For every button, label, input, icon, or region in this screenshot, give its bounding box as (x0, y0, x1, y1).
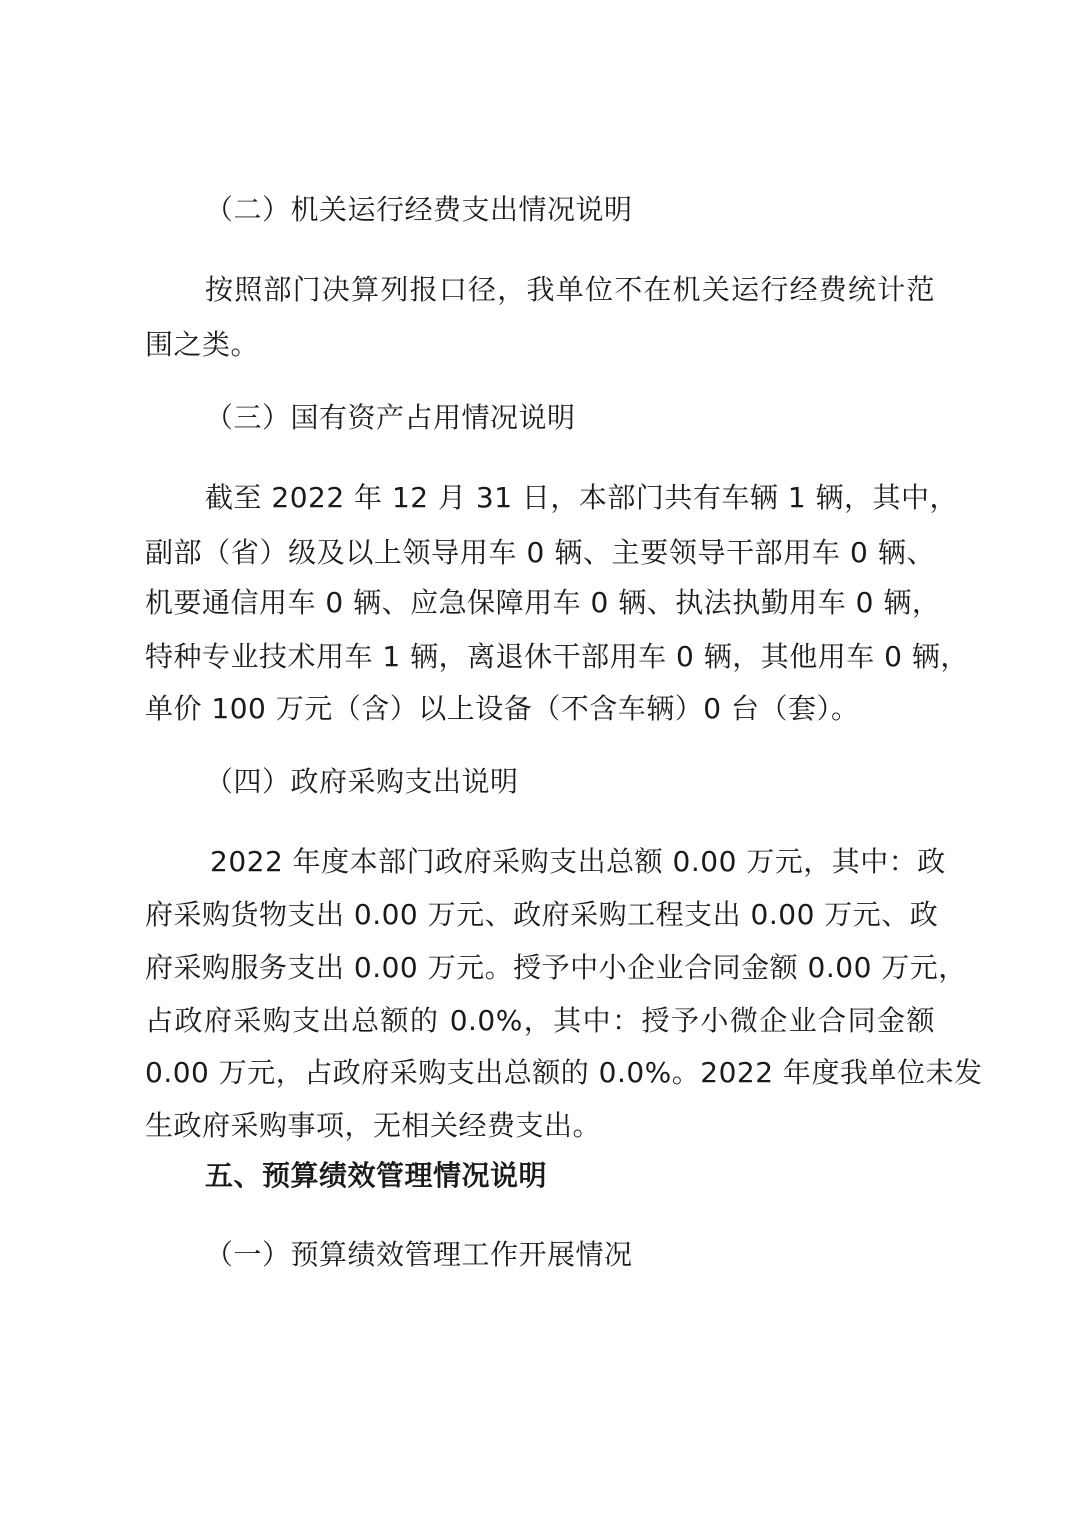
section-heading-2: （二）机关运行经费支出情况说明 (205, 193, 633, 226)
paragraph-line: 2022 年度本部门政府采购支出总额 0.00 万元，其中：政 (210, 845, 946, 878)
section-heading-4: （四）政府采购支出说明 (205, 765, 519, 798)
paragraph-line: 府采购货物支出 0.00 万元、政府采购工程支出 0.00 万元、政 (145, 898, 939, 931)
paragraph-line: 单价 100 万元（含）以上设备（不含车辆）0 台（套）。 (145, 692, 860, 725)
paragraph-line: 机要通信用车 0 辆、应急保障用车 0 辆、执法执勤用车 0 辆， (145, 586, 941, 619)
paragraph-line: 围之类。 (145, 328, 260, 361)
paragraph-line: 副部（省）级及以上领导用车 0 辆、主要领导干部用车 0 辆、 (145, 536, 935, 569)
paragraph-line: 府采购服务支出 0.00 万元。授予中小企业合同金额 0.00 万元， (145, 951, 967, 984)
paragraph-line: 截至 2022 年 12 月 31 日，本部门共有车辆 1 辆，其中， (205, 481, 959, 514)
paragraph-line: 按照部门决算列报口径，我单位不在机关运行经费统计范 (205, 273, 935, 306)
section-heading-5-1: （一）预算绩效管理工作开展情况 (205, 1238, 633, 1271)
paragraph-line: 0.00 万元，占政府采购支出总额的 0.0%。2022 年度我单位未发 (145, 1056, 983, 1089)
section-heading-3: （三）国有资产占用情况说明 (205, 401, 576, 434)
section-heading-5: 五、预算绩效管理情况说明 (205, 1159, 548, 1192)
paragraph-line: 特种专业技术用车 1 辆，离退休干部用车 0 辆，其他用车 0 辆， (145, 640, 969, 673)
paragraph-line: 占政府采购支出总额的 0.0%，其中：授予小微企业合同金额 (145, 1004, 935, 1037)
paragraph-line: 生政府采购事项，无相关经费支出。 (145, 1109, 602, 1142)
